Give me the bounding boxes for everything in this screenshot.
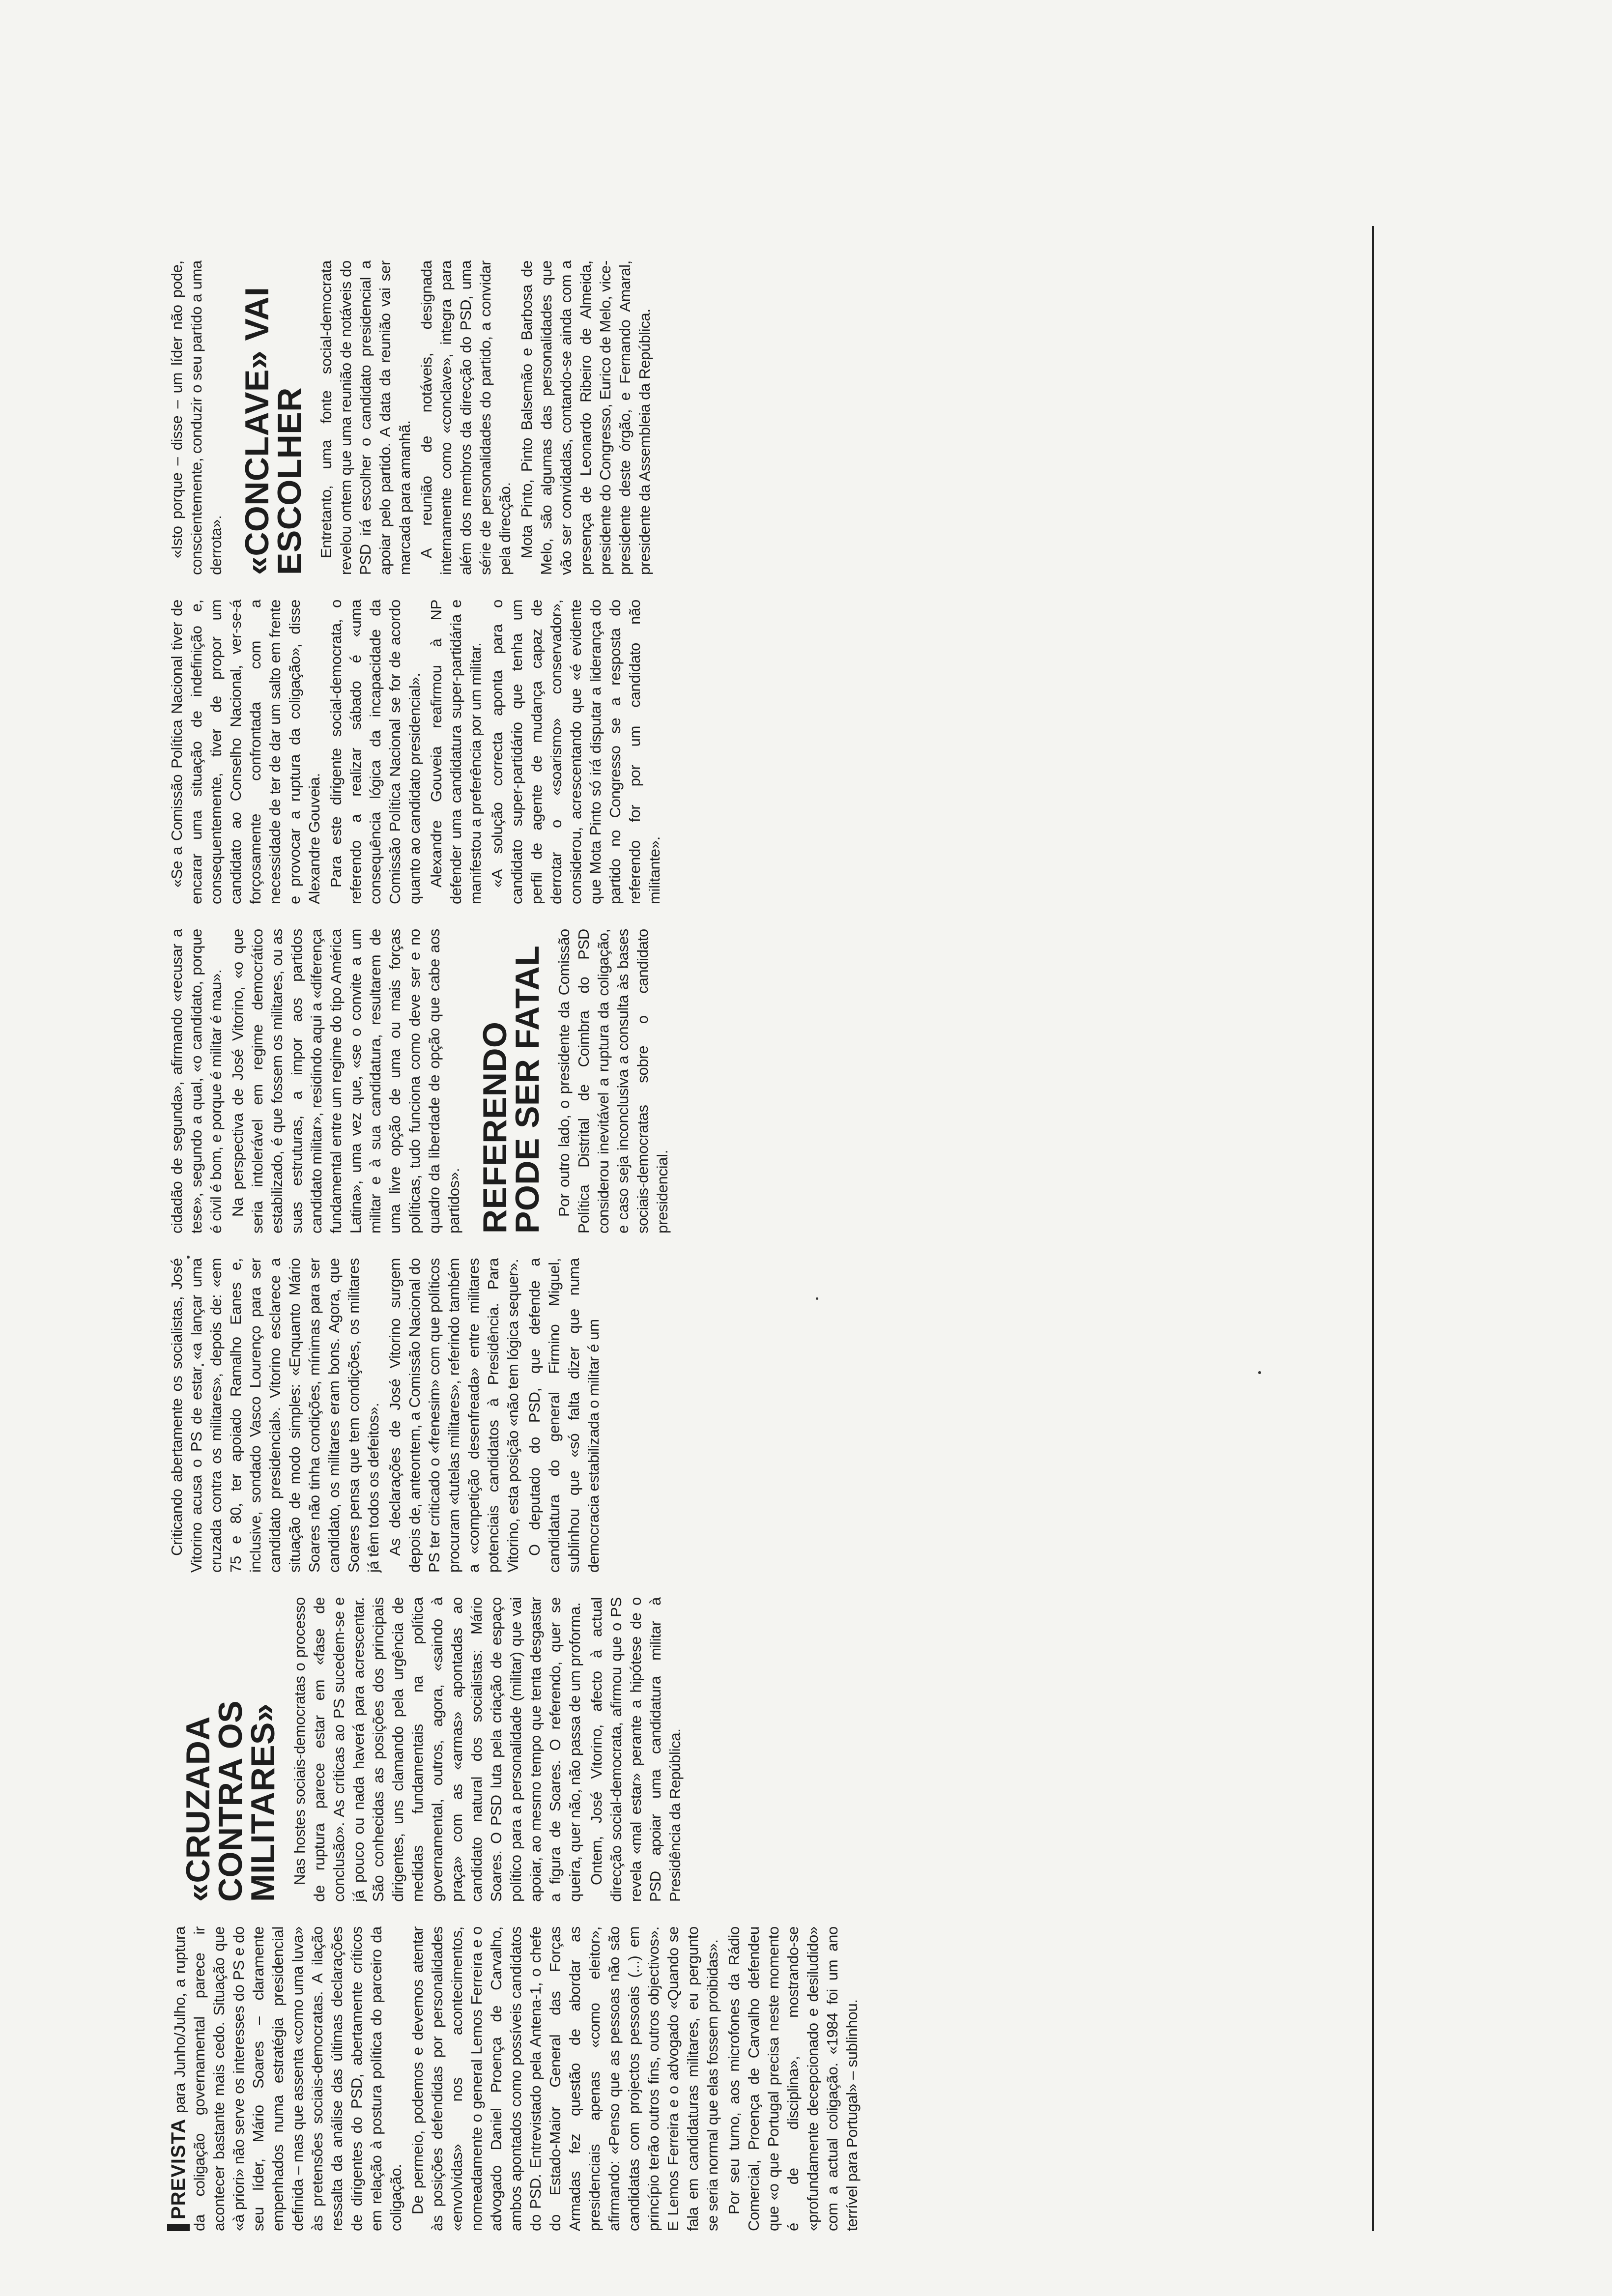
body-paragraph: De permeio, podemos e devemos atentar às posições defendidas por personalidades «envolvidas» nos acontecimentos, nomeadamente o general Lemos Ferreira e o advogado Daniel Proença de Carvalho, ambos apontados como possíveis candidatos do PSD. Entrevistado pela Antena-1, o chefe do Estado-Maior General das Forças Armadas fez questão de abordar as presidenciais apenas «como eleitor», afirmando: «Penso que as pessoas não são candidatas com projectos pessoais (...) em princípio terão outros fins, outros objectivos». E Lemos Ferreira e o advogado «Quando se fala em candidaturas militares, eu pergunto se seria normal que elas fossem proibidas». [409, 1926, 721, 2231]
lead-dropcap: PREVISTA [168, 2119, 189, 2231]
body-paragraph: As declarações de José Vitorino surgem depois de, anteontem, a Comissão Nacional do PS ter criticado o «frenesim» com que políticos procuram «tutelas militares», referindo também a «competição desenfreada» entre militares potenciais candidatos à Presidência. Para Vitorino, esta posição «não tem lógica sequer». [386, 1258, 521, 1573]
subheading-conclave: «CONCLAVE» VAI ESCOLHER [238, 287, 308, 575]
body-paragraph: Mota Pinto, Pinto Balsemão e Barbosa de Melo, são algumas das personalidades que vão ser convidadas, contando-se ainda com a presença de Leonardo Ribeiro de Almeida, presidente do Congresso, Eurico de Melo, vice-presidente deste órgão, e Fernando Amaral, presidente da Assembleia da República. [518, 260, 653, 575]
column-3 [167, 1258, 1376, 1573]
column-5 [167, 600, 1376, 904]
body-paragraph: Por seu turno, aos microfones da Rádio Comercial, Proença de Carvalho defendeu que «o que Portugal precisa neste momento é de disciplina», mostrando-se «profundamente decepcionado e desiludido» com a actual coligação. «1984 foi um ano terrível para Portugal» – sublinhou. [725, 1926, 861, 2231]
column-6 [167, 260, 1376, 575]
body-paragraph: Ontem, José Vitorino, afecto à actual direcção social-democrata, afirmou que o PS revela «mal estar» perante a hipótese de o PSD apoiar uma candidatura militar à Presidência da República. [588, 1597, 684, 1902]
body-paragraph: Entretanto, uma fonte social-democrata revelou ontem que uma reunião de notáveis do PSD irá escolher o candidato presidencial a apoiar pelo partido. A data da reunião vai ser marcada para amanhã. [317, 260, 413, 575]
subheading-cruzada: «CRUZADA CONTRA OS MILITARES» [179, 1700, 282, 1902]
column-4 [167, 929, 1376, 1234]
body-paragraph: O deputado do PSD, que defende a candidatura do general Firmino Miguel, sublinhou que «só falta dizer que numa democracia estabilizada o militar é um [526, 1258, 602, 1573]
article-columns [167, 226, 1376, 2231]
body-paragraph: «A solução correcta aponta para o candidato super-partidário que tenha um perfil de agente de mudança capaz de derrotar o «soarismo» conservador», considerou, acrescentando que «é evidente que Mota Pinto só irá disputar a liderança do partido no Congresso se a resposta do referendo for por um candidato não militante». [489, 600, 663, 904]
body-paragraph: Na perspectiva de José Vitorino, «o que seria intolerável em regime democrático estabilizado, é que fossem os militares, ou as suas estruturas, a impor aos partidos candidato militar», residindo aqui a «diferença fundamental entre um regime do tipo América Latina», uma vez que, «se o convite a um militar e à sua candidatura, resultarem de uma livre opção de uma ou mais forças políticas, tudo funciona como deve ser e no quadro da liberdade de opção que cabe aos partidos». [229, 929, 462, 1234]
body-paragraph: Por outro lado, o presidente da Comissão Política Distrital de Coimbra do PSD considerou inevitável a ruptura da coligação, e caso seja inconclusiva a consulta às bases sociais-democratas sobre o candidato presidencial. [555, 929, 671, 1234]
body-paragraph: «Isto porque – disse – um líder não pode, conscientemente, conduzir o seu partido a uma derrota». [168, 260, 225, 575]
body-paragraph: A reunião de notáveis, designada internamente como «conclave», integra para além dos membros da direcção do PSD, uma série de personalidades do partido, a convidar pela direcção. [418, 260, 514, 575]
body-paragraph: Criticando abertamente os socialistas, José Vitorino acusa o PS de estar «a lançar uma cruzada contra os militares», depois de: «em 75 e 80, ter apoiado Ramalho Eanes e, inclusive, sondado Vasco Lourenço para ser candidato presidencial». Vitorino esclarece a situação de modo simples: «Enquanto Mário Soares não tinha condições, mínimas para ser candidato, os militares eram bons. Agora, que Soares pensa que tem condições, os militares já têm todos os defeitos». [168, 1258, 382, 1573]
lead-paragraph [167, 1926, 406, 2231]
newspaper-clipping [167, 226, 1376, 2231]
body-paragraph: cidadão de segunda», afirmando «recusar a tese», segundo a qual, «o candidato, porque é civil é bom, e porque é militar é mau». [168, 929, 225, 1234]
subheading-referendo: REFERENDO PODE SER FATAL [476, 945, 546, 1234]
body-paragraph: Para este dirigente social-democrata, o referendo a realizar sábado é «uma consequência lógica da incapacidade da Comissão Política Nacional se for de acordo quanto ao candidato presidencial». [327, 600, 423, 904]
body-paragraph: Nas hostes sociais-democratas o processo de ruptura parece estar em «fase de conclusão». As críticas ao PS sucedem-se e já pouco ou nada haverá para acrescentar. São conhecidas as posições dos principais dirigentes, uns clamando pela urgência de medidas fundamentais na política governamental, outros, agora, «saindo à praça» com as «armas» apontadas ao candidato natural dos socialistas: Mário Soares. O PSD luta pela criação de espaço político para a personalidade (militar) que vai apoiar, ao mesmo tempo que tenta desgastar a figura de Soares. O referendo, quer se queira, quer não, não passa de um proforma. [291, 1597, 583, 1902]
column-1 [167, 1926, 1376, 2231]
column-2 [167, 1597, 1376, 1902]
lead-text: para Junho/Julho, a ruptura da coligação governamental parece ir acontecer bastante mais cedo. Situação que «à priori» não serve os interesses do PS e do seu líder, Mário Soares – claramente empenhados numa estratégia presidencial definida – mas que assenta «como uma luva» às pretensões sociais-democratas. A ilação ressalta da análise das últimas declarações de dirigentes do PSD, abertamente críticos em relação à postura política do parceiro da coligação. [171, 1926, 404, 2231]
body-paragraph: Alexandre Gouveia reafirmou à NP defender uma candidatura super-partidária e manifestou a preferência por um militar. [428, 600, 484, 904]
body-paragraph: «Se a Comissão Política Nacional tiver de encarar uma situação de indefinição e, consequentemente, tiver de propor um candidato ao Conselho Nacional, ver-se-á forçosamente confrontada com a necessidade de ter de dar um salto em frente e provocar a ruptura da coligação», disse Alexandre Gouveia. [168, 600, 323, 904]
